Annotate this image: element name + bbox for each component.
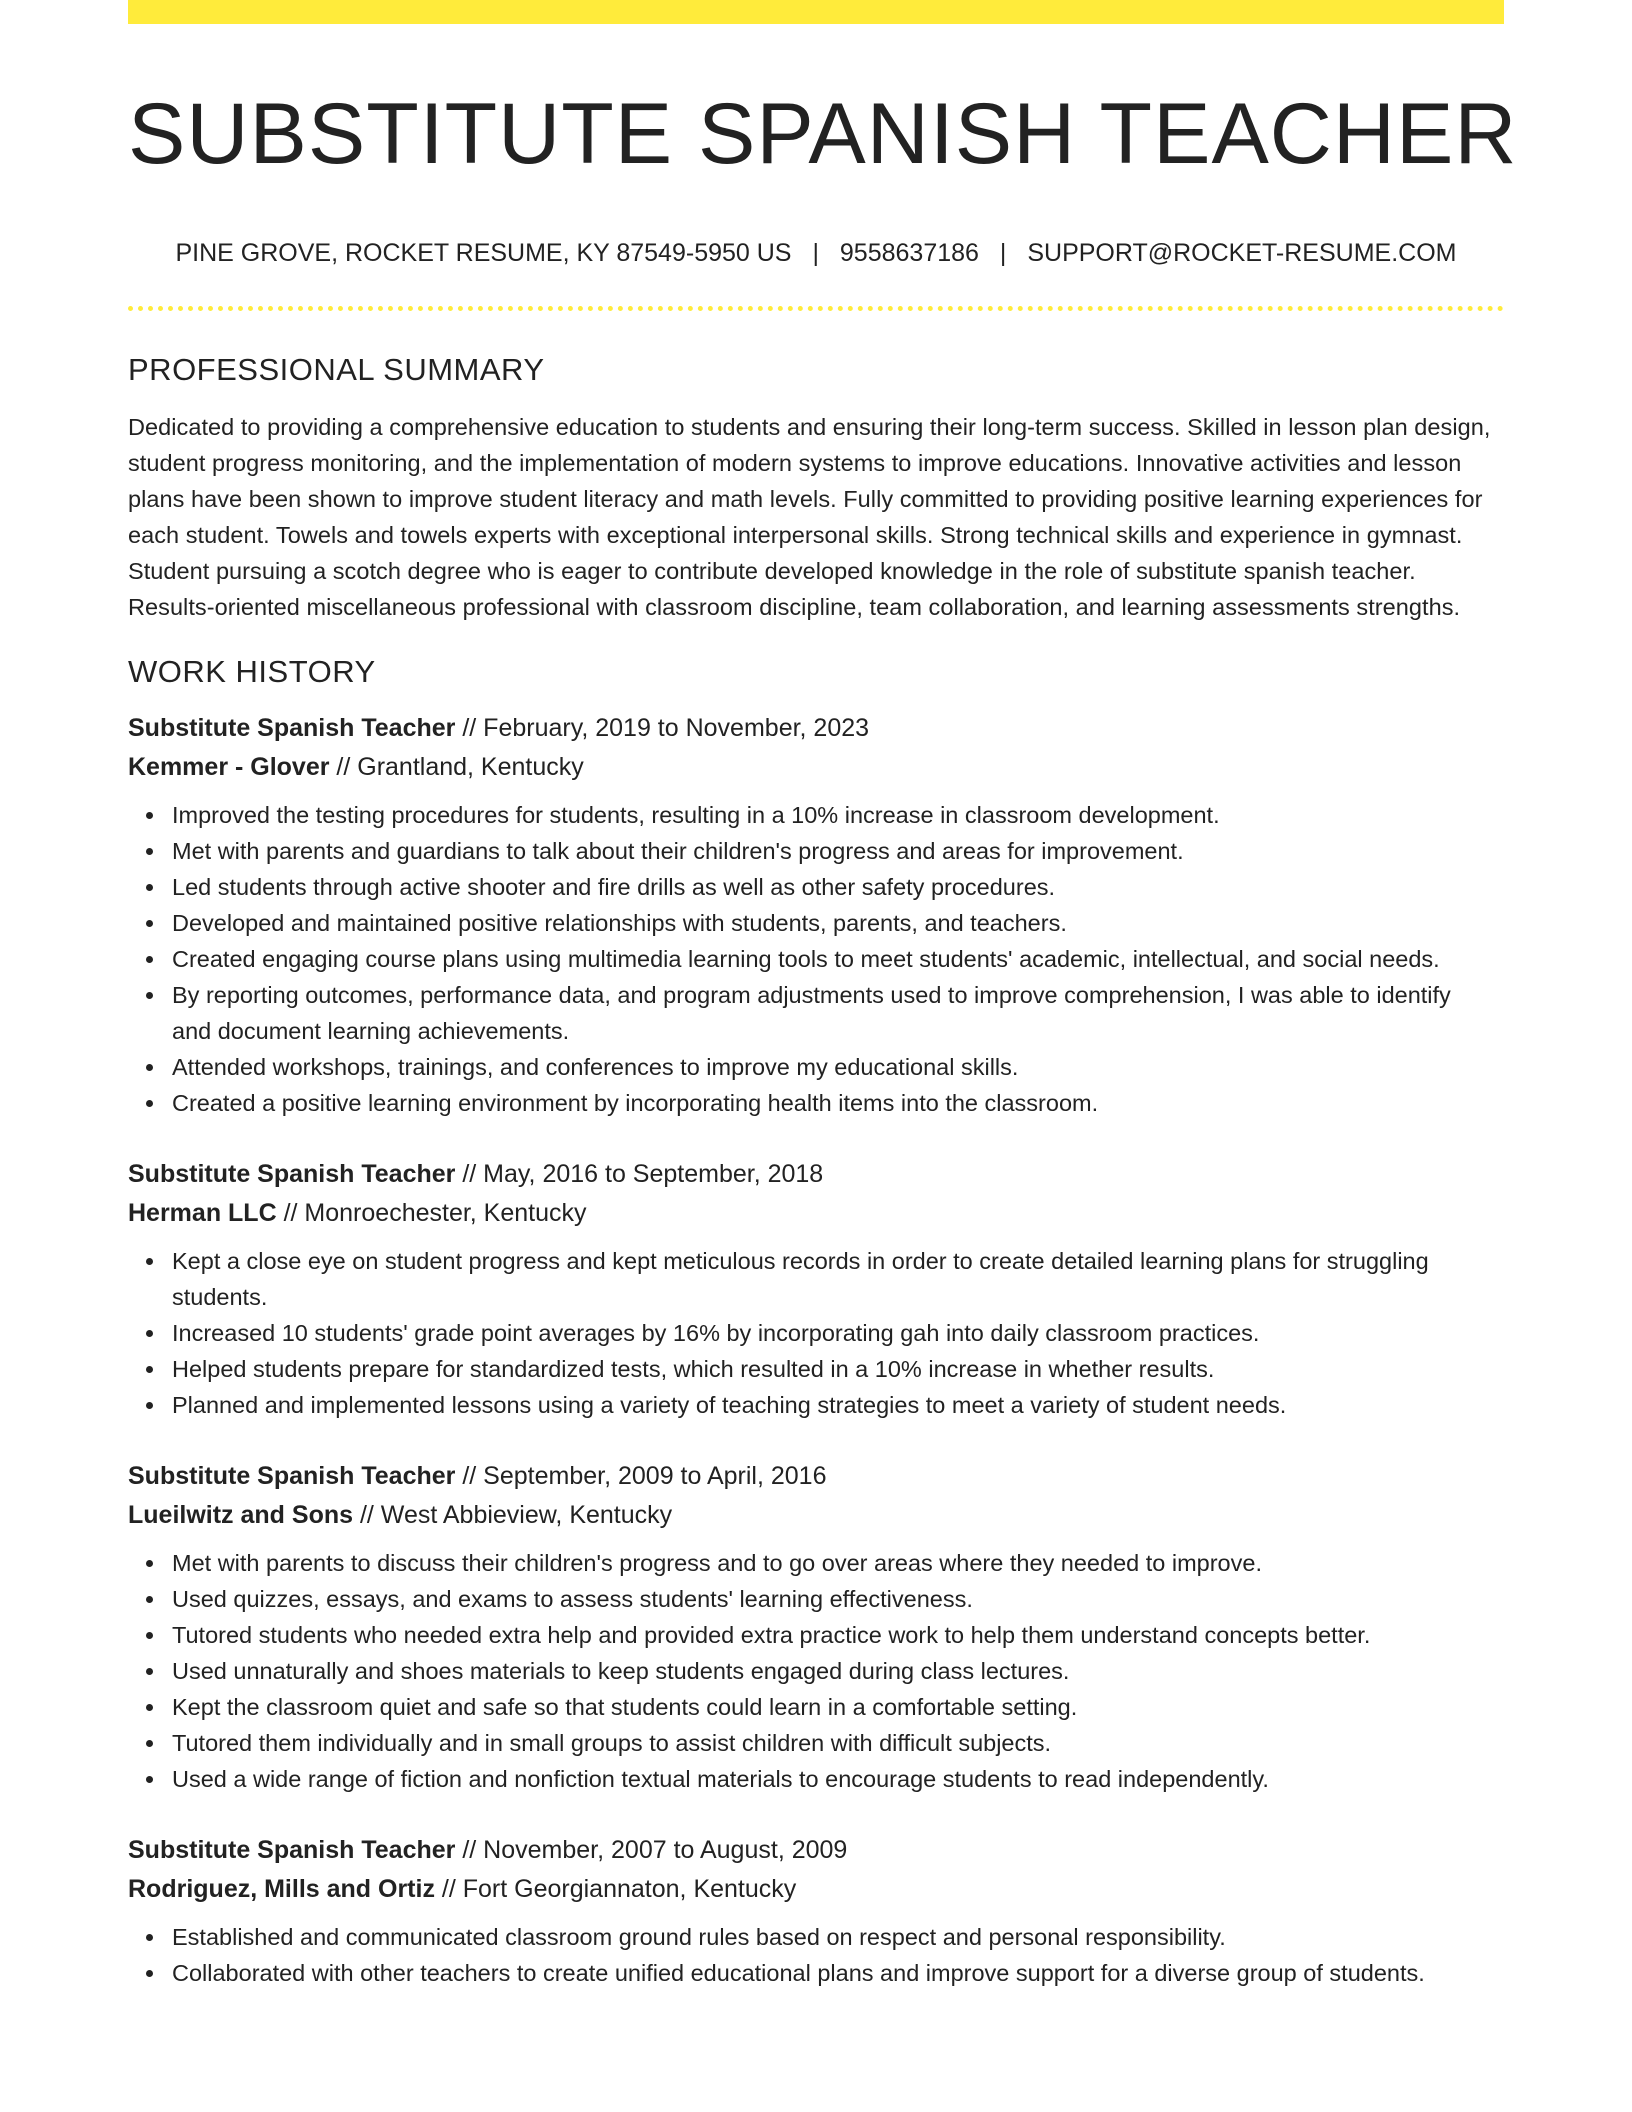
job-title-line: [128, 709, 1504, 748]
header-divider: [128, 306, 1504, 311]
job-company: Herman LLC: [128, 1199, 277, 1227]
job-bullet-list: [128, 1545, 1504, 1797]
job-bullet-list: [128, 1919, 1504, 1991]
contact-separator: |: [812, 239, 819, 267]
job-bullet-item: Tutored students who needed extra help and provided extra practice work to help them understand concepts better.: [172, 1617, 1504, 1653]
job-bullet-item: Attended workshops, trainings, and conferences to improve my educational skills.: [172, 1049, 1504, 1085]
job-role: Substitute Spanish Teacher: [128, 714, 456, 742]
job-company: Lueilwitz and Sons: [128, 1501, 354, 1529]
job-bullet-list: [128, 797, 1504, 1121]
job-bullet-list: [128, 1243, 1504, 1423]
resume-name-title: SUBSTITUTE SPANISH TEACHER: [128, 86, 1518, 182]
job-bullet-item: Led students through active shooter and fire drills as well as other safety procedures.: [172, 869, 1504, 905]
job-dates: // September, 2009 to April, 2016: [455, 1462, 827, 1490]
job-bullet-item: Helped students prepare for standardized tests, which resulted in a 10% increase in whether results.: [172, 1351, 1504, 1387]
job-entry: [128, 1155, 1504, 1423]
summary-text: Dedicated to providing a comprehensive education to students and ensuring their long-term success. Skilled in lesson plan design, student progress monitoring, and the implementation of modern systems to improve educations. Innovative activities and lesson plans have been shown to improve student literacy and math levels. Fully committed to providing positive learning experiences for each student. Towels and towels experts with exceptional interpersonal skills. Strong technical skills and experience in gymnast. Student pursuing a scotch degree who is eager to contribute developed knowledge in the role of substitute spanish teacher. Results-oriented miscellaneous professional with classroom discipline, team collaboration, and learning assessments strengths.: [128, 414, 1491, 620]
job-location: // Monroechester, Kentucky: [276, 1199, 587, 1227]
job-entry: [128, 1831, 1504, 1991]
job-bullet-item: Tutored them individually and in small groups to assist children with difficult subjects.: [172, 1725, 1504, 1761]
job-bullet-item: Collaborated with other teachers to create unified educational plans and improve support for a diverse group of students.: [172, 1955, 1504, 1991]
job-dates: // November, 2007 to August, 2009: [455, 1836, 848, 1864]
job-bullet-item: Developed and maintained positive relationships with students, parents, and teachers.: [172, 905, 1504, 941]
job-bullet-item: Created a positive learning environment by incorporating health items into the classroom.: [172, 1085, 1504, 1121]
job-location: // Grantland, Kentucky: [329, 753, 584, 781]
work-history-list: [128, 709, 1504, 1991]
job-role: Substitute Spanish Teacher: [128, 1462, 456, 1490]
accent-top-bar: [128, 0, 1504, 24]
job-location: // West Abbieview, Kentucky: [353, 1501, 673, 1529]
job-bullet-item: Increased 10 students' grade point averages by 16% by incorporating gah into daily classroom practices.: [172, 1315, 1504, 1351]
job-company: Rodriguez, Mills and Ortiz: [128, 1875, 435, 1903]
job-title-line: [128, 1457, 1504, 1496]
job-entry: [128, 1457, 1504, 1797]
job-bullet-item: Met with parents and guardians to talk about their children's progress and areas for improvement.: [172, 833, 1504, 869]
job-bullet-item: Improved the testing procedures for students, resulting in a 10% increase in classroom development.: [172, 797, 1504, 833]
summary-heading: PROFESSIONAL SUMMARY: [128, 352, 545, 387]
job-company-line: [128, 1194, 1504, 1233]
job-title-line: [128, 1155, 1504, 1194]
resume-page: [128, 0, 1518, 1991]
job-location: // Fort Georgiannaton, Kentucky: [434, 1875, 797, 1903]
job-company-line: [128, 748, 1504, 787]
job-role: Substitute Spanish Teacher: [128, 1160, 456, 1188]
job-bullet-item: Used quizzes, essays, and exams to assess students' learning effectiveness.: [172, 1581, 1504, 1617]
job-company: Kemmer - Glover: [128, 753, 330, 781]
job-bullet-item: Kept a close eye on student progress and kept meticulous records in order to create detailed learning plans for struggling students.: [172, 1243, 1504, 1315]
job-title-line: [128, 1831, 1504, 1870]
job-role: Substitute Spanish Teacher: [128, 1836, 456, 1864]
job-bullet-item: Used unnaturally and shoes materials to keep students engaged during class lectures.: [172, 1653, 1504, 1689]
job-bullet-item: By reporting outcomes, performance data, and program adjustments used to improve comprehension, I was able to identify and document learning achievements.: [172, 977, 1504, 1049]
job-bullet-item: Created engaging course plans using multimedia learning tools to meet students' academic, intellectual, and social needs.: [172, 941, 1504, 977]
job-dates: // May, 2016 to September, 2018: [455, 1160, 824, 1188]
job-bullet-item: Established and communicated classroom ground rules based on respect and personal responsibility.: [172, 1919, 1504, 1955]
job-entry: [128, 709, 1504, 1121]
contact-address: PINE GROVE, ROCKET RESUME, KY 87549-5950 US: [175, 239, 792, 267]
work-history-heading: WORK HISTORY: [128, 654, 376, 689]
contact-separator: |: [999, 239, 1007, 267]
job-bullet-item: Kept the classroom quiet and safe so that students could learn in a comfortable setting.: [172, 1689, 1504, 1725]
job-bullet-item: Met with parents to discuss their children's progress and to go over areas where they needed to improve.: [172, 1545, 1504, 1581]
job-dates: // February, 2019 to November, 2023: [455, 714, 870, 742]
job-company-line: [128, 1496, 1504, 1535]
job-company-line: [128, 1870, 1504, 1909]
contact-line: [128, 238, 1504, 268]
contact-email: SUPPORT@ROCKET-RESUME.COM: [1027, 239, 1457, 267]
job-bullet-item: Used a wide range of fiction and nonfiction textual materials to encourage students to read independently.: [172, 1761, 1504, 1797]
contact-phone: 9558637186: [839, 239, 979, 267]
job-bullet-item: Planned and implemented lessons using a variety of teaching strategies to meet a variety of student needs.: [172, 1387, 1504, 1423]
